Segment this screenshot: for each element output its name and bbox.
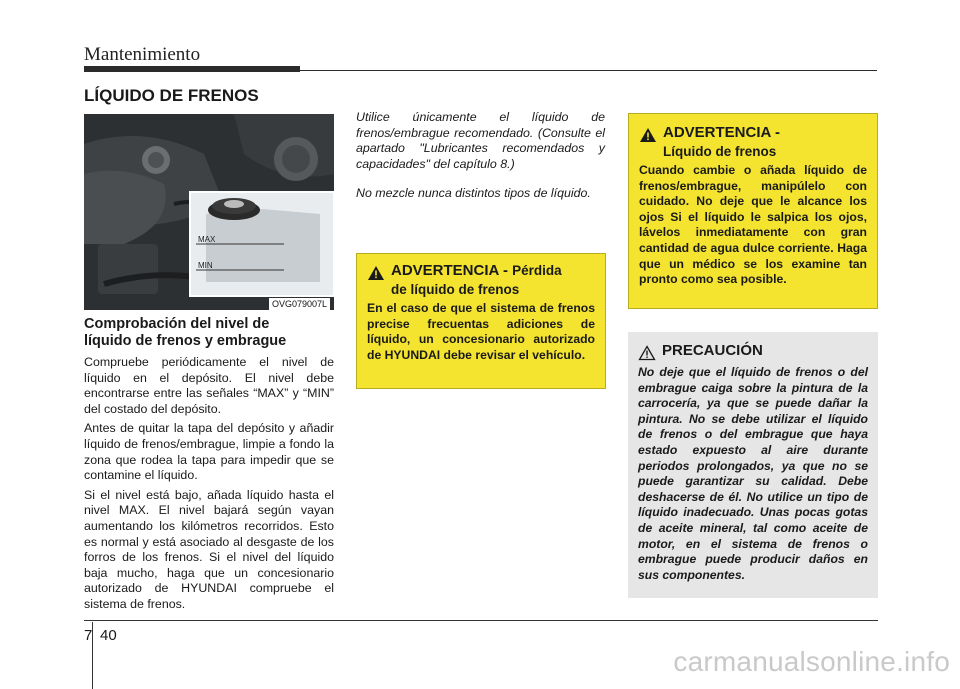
check-paragraph-1: Compruebe periódicamente el nivel de líquido en el depósito. El nivel debe encontrarse entre las señales “MAX” y “MIN” del costado del depósito. <box>84 355 334 416</box>
page-number: 40 <box>100 627 117 644</box>
engine-bay-photo <box>84 114 334 310</box>
warning-triangle-icon <box>367 265 385 281</box>
chapter-number: 7 <box>84 627 93 644</box>
header-rule <box>300 70 877 71</box>
header-bar <box>84 66 300 72</box>
warning-loss-subtitle: de líquido de frenos <box>391 282 520 297</box>
footer-rule <box>84 620 878 621</box>
notes-column <box>356 110 605 216</box>
caution-text: No deje que el líquido de frenos o del embrague caiga sobre la pintura de la carrocería, ya que se puede dañar la pintura. No se debe utilizar el líquido de frenos o del embrague que haya estado expuesto al aire durante periodos prolongados, ya que no se puede garantizar su calidad. Debe deshacerse de él. No utilice un tipo de líquido inadecuado. Unas pocas gotas de aceite mineral, tal como aceite de motor, en el sistema de frenos o embrague puede producir daños en sus componentes. <box>638 365 868 582</box>
check-title: Comprobación del nivel de líquido de frenos y embrague <box>84 316 287 349</box>
warning-brake-fluid-box <box>628 113 878 309</box>
warning-loss-text: En el caso de que el sistema de frenos precise frecuentas adiciones de líquido, un concesionario autorizado de HYUNDAI debe revisar el vehículo. <box>367 301 595 362</box>
watermark: carmanualsonline.info <box>673 646 950 677</box>
check-section <box>84 316 334 617</box>
recommended-fluid-note: Utilice únicamente el líquido de frenos/embrague recomendado. (Consulte el apartado "Lubricantes recomendados y capacidades" del capítulo 8.) <box>356 110 605 171</box>
warning-fluid-loss-box: ADVERTENCIA - Pérdida de líquido de frenos En el caso de que el sistema de frenos precise frecuentas adiciones de líquido, un concesionario autorizado de HYUNDAI debe revisar el vehículo. <box>356 253 606 389</box>
warning-triangle-icon <box>639 127 657 143</box>
running-header: Mantenimiento <box>84 44 201 65</box>
section-title: LÍQUIDO DE FRENOS <box>84 86 259 105</box>
brake-reservoir-illustration <box>84 114 334 310</box>
no-mix-note: No mezcle nunca distintos tipos de líquido. <box>356 186 591 201</box>
warning-fluid-subtitle: Líquido de frenos <box>663 144 777 159</box>
warning-fluid-text: Cuando cambie o añada líquido de frenos/embrague, manipúlelo con cuidado. No deje que le alcance los ojos Si el líquido le salpica los ojos, lávelos inmediatamente con gran cantidad de agua dulce corriente. Haga que un médico se los examine tan pronto como sea posible. <box>639 163 867 287</box>
caution-title: PRECAUCIÓN <box>662 342 763 359</box>
max-mark-label: MAX <box>198 235 216 244</box>
min-mark-label: MIN <box>198 261 213 270</box>
check-paragraph-2: Antes de quitar la tapa del depósito y añadir líquido de frenos/embrague, limpie a fondo la zona que rodea la tapa para impedir que se contamine el líquido. <box>84 421 334 483</box>
caution-box <box>628 332 878 598</box>
photo-code: OVG079007L <box>269 298 330 310</box>
check-paragraph-3: Si el nivel está bajo, añada líquido hasta el nivel MAX. El nivel bajará según vayan aumentando los kilómetros recorridos. Esto es normal y está asociado al desgaste de los forros de los frenos. Si el nivel del líquido baja mucho, haga que un concesionario autorizado de HYUNDAI compruebe el sistema de frenos. <box>84 487 334 611</box>
warning-loss-title: ADVERTENCIA - <box>391 262 513 279</box>
warning-fluid-title: ADVERTENCIA - <box>663 124 780 141</box>
caution-triangle-icon <box>638 345 656 361</box>
